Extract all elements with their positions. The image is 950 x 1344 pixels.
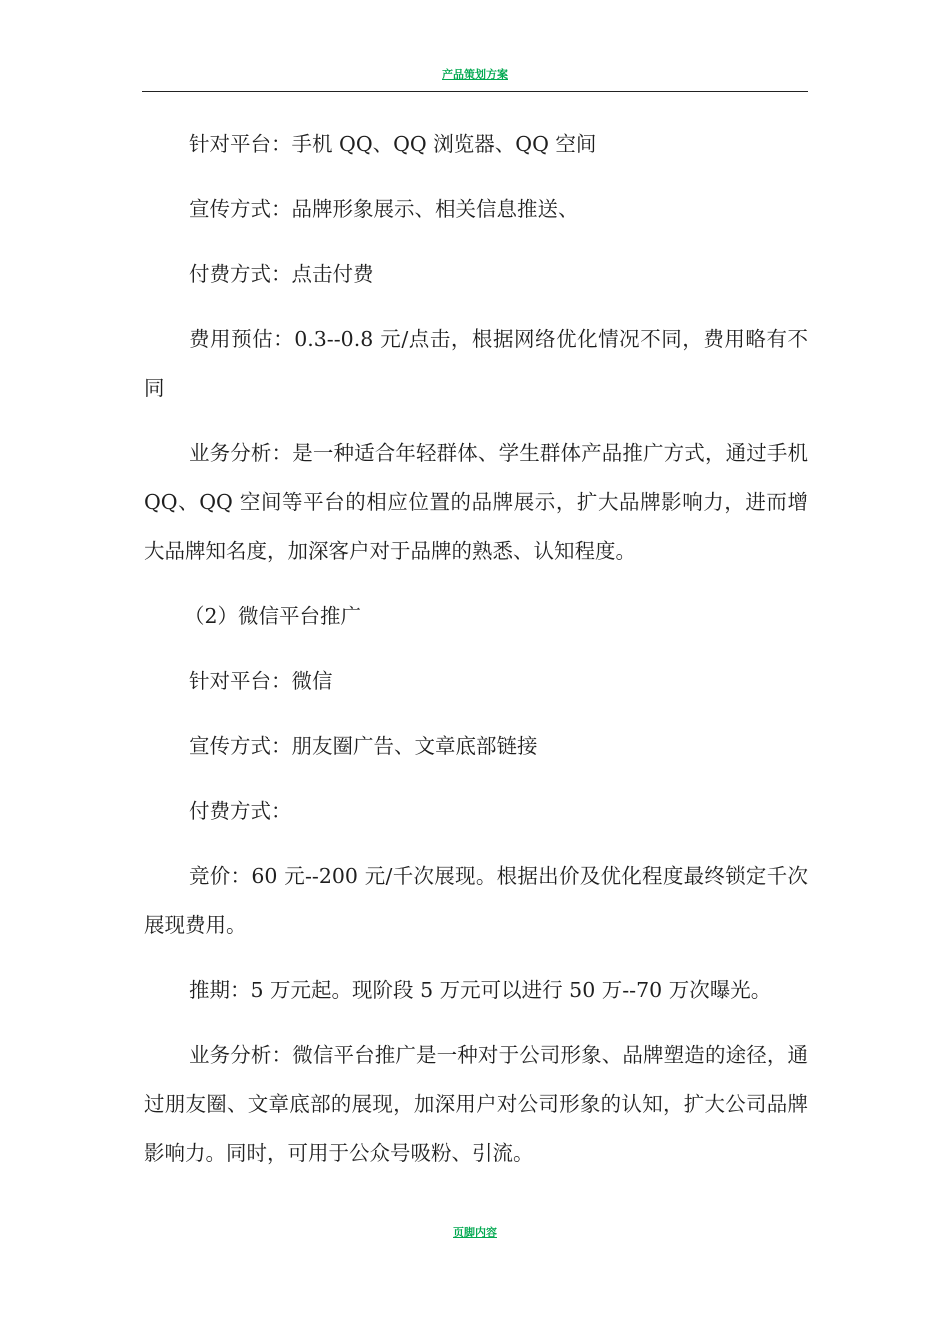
section-heading-wechat: （2）微信平台推广 xyxy=(184,604,362,628)
paragraph-promotion-method-qq: 宣传方式：品牌形象展示、相关信息推送、 xyxy=(189,197,579,221)
paragraph-business-analysis-qq: 业务分析：是一种适合年轻群体、学生群体产品推广方式，通过手机 QQ、QQ 空间等平台的相应位置的品牌展示，扩大品牌影响力，进而增大品牌知名度，加深客户对于品牌的熟悉、认知程度。 xyxy=(144,441,808,563)
document-body xyxy=(144,120,808,1194)
paragraph-cost-estimate-qq: 费用预估：0.3--0.8 元/点击，根据网络优化情况不同，费用略有不同 xyxy=(144,327,808,400)
paragraph-promotion-method-wechat: 宣传方式：朋友圈广告、文章底部链接 xyxy=(189,734,538,758)
paragraph-bidding: 竞价：60 元--200 元/千次展现。根据出价及优化程度最终锁定千次展现费用。 xyxy=(144,864,808,937)
page-footer-text: 页脚内容 xyxy=(453,1226,497,1239)
paragraph-platform-qq: 针对平台：手机 QQ、QQ 浏览器、QQ 空间 xyxy=(189,132,597,156)
paragraph-business-analysis-wechat: 业务分析：微信平台推广是一种对于公司形象、品牌塑造的途径，通过朋友圈、文章底部的展现，加深用户对公司形象的认知，扩大公司品牌影响力。同时，可用于公众号吸粉、引流。 xyxy=(144,1043,808,1165)
header-divider xyxy=(142,91,808,92)
page-header-title: 产品策划方案 xyxy=(442,68,508,81)
paragraph-payment-method-qq: 付费方式：点击付费 xyxy=(189,262,374,286)
paragraph-launch-period: 推期：5 万元起。现阶段 5 万元可以进行 50 万--70 万次曝光。 xyxy=(189,978,772,1002)
paragraph-payment-method-wechat: 付费方式： xyxy=(189,799,292,823)
paragraph-platform-wechat: 针对平台：微信 xyxy=(189,669,333,693)
